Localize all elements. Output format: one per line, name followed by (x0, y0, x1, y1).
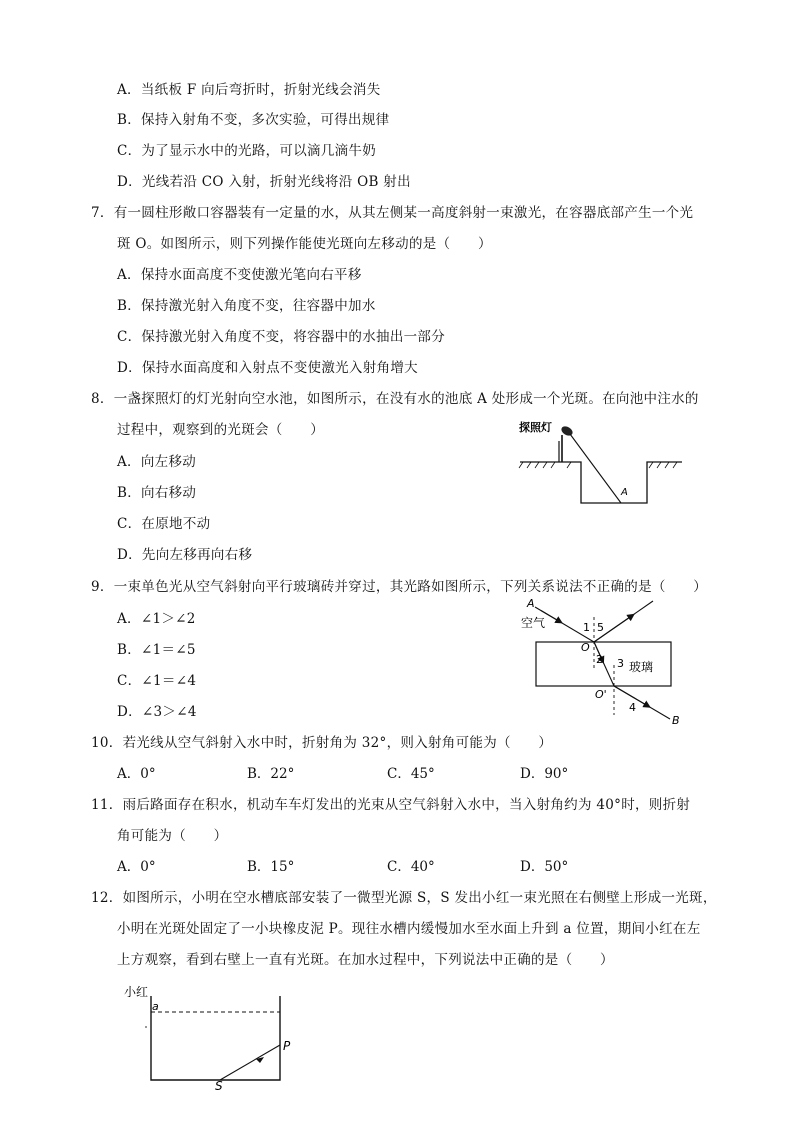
ground-hatching (519, 462, 677, 468)
q7-option-c: C．保持激光射入角度不变，将容器中的水抽出一部分 (117, 329, 446, 345)
q7-option-a: A．保持水面高度不变使激光笔向右平移 (117, 267, 362, 283)
q8-option-a: A．向左移动 (117, 454, 197, 470)
q12-stem-line1: 12．如图所示，小明在空水槽底部安装了一微型光源 S，S 发出小红一束光照在右侧壁上形成一光斑， (91, 890, 717, 906)
q7-stem-line1: 7．有一圆柱形敞口容器装有一定量的水，从其左侧某一高度斜射一束激光，在容器底部产生一个光 (91, 205, 694, 221)
q10-option-d: D．90° (520, 766, 569, 782)
q9-option-d: D．∠3＞∠4 (117, 704, 197, 720)
q10-option-c: C．45° (387, 766, 435, 782)
point-o-prime-label: O' (595, 688, 607, 701)
q9-option-b: B．∠1＝∠5 (117, 642, 196, 658)
q7-stem-line2: 斑 O。如图所示，则下列操作能使光斑向左移动的是（ ） (117, 236, 492, 252)
angle-3-label: 3 (617, 657, 624, 670)
angle-2-label: 2 (596, 653, 603, 666)
searchlight-pool-figure (515, 415, 690, 515)
q11-option-d: D．50° (520, 859, 569, 875)
point-a-label: A (621, 487, 628, 498)
q11-stem-line1: 11．雨后路面存在积水，机动车车灯发出的光束从空气斜射入水中，当入射角约为 40°时，则折射 (91, 797, 691, 813)
q12-stem-line2: 小明在光斑处固定了一小块橡皮泥 P。现往水槽内缓慢加水至水面上升到 a 位置，期间小红在左 (117, 921, 701, 937)
glass-label: 玻璃 (629, 660, 654, 674)
tank-outline (151, 996, 280, 1080)
q10-option-a: A．0° (117, 766, 156, 782)
angle-4-label: 4 (629, 701, 636, 714)
q8-stem-line1: 8．一盏探照灯的灯光射向空水池，如图所示，在没有水的池底 A 处形成一个光斑。在向池中注水的 (91, 391, 699, 407)
label-a: A (527, 597, 535, 610)
q10-stem: 10．若光线从空气斜射入水中时，折射角为 32°，则入射角可能为（ ） (91, 735, 553, 751)
pool-outline (520, 462, 682, 503)
angle-5-label: 5 (597, 621, 604, 634)
light-ray (570, 434, 621, 503)
q11-stem-line2: 角可能为（ ） (117, 828, 228, 844)
q8-option-c: C．在原地不动 (117, 516, 211, 532)
searchlight-label: 探照灯 (519, 421, 552, 434)
air-label: 空气 (521, 616, 546, 630)
q9-stem: 9．一束单色光从空气斜射向平行玻璃砖并穿过，其光路如图所示，下列关系说法不正确的是（ ） (91, 579, 708, 595)
q7-option-b: B．保持激光射入角度不变，往容器中加水 (117, 298, 376, 314)
q12-stem-line3: 上方观察，看到右壁上一直有光斑。在加水过程中，下列说法中正确的是（ ） (117, 952, 614, 968)
q6-option-b: B．保持入射角不变，多次实验，可得出规律 (117, 112, 390, 128)
q8-stem-line2: 过程中，观察到的光斑会（ ） (117, 422, 324, 438)
q8-option-b: B．向右移动 (117, 485, 197, 501)
q7-option-d: D．保持水面高度和入射点不变使激光入射角增大 (117, 360, 418, 376)
light-ray-s-to-p (220, 1045, 280, 1080)
searchlight-icon (559, 425, 574, 462)
water-tank-figure (120, 982, 305, 1090)
q9-option-a: A．∠1＞∠2 (117, 611, 196, 627)
glass-brick-figure (515, 595, 695, 730)
q8-option-d: D．先向左移再向右移 (117, 547, 253, 563)
q11-option-b: B．15° (247, 859, 295, 875)
q10-option-b: B．22° (247, 766, 295, 782)
observer-label: 小红 (124, 985, 149, 999)
source-s-label: S (215, 1079, 223, 1090)
point-o-label: O (581, 641, 590, 654)
q6-option-a: A．当纸板 F 向后弯折时，折射光线会消失 (117, 82, 381, 98)
label-b: B (672, 714, 680, 727)
q11-option-a: A．0° (117, 859, 156, 875)
point-p-label: P (283, 1039, 291, 1053)
q6-option-d: D．光线若沿 CO 入射，折射光线将沿 OB 射出 (117, 174, 411, 190)
level-a-label: a (152, 1000, 159, 1013)
q11-option-c: C．40° (387, 859, 435, 875)
q9-option-c: C．∠1＝∠4 (117, 673, 197, 689)
angle-1-label: 1 (583, 621, 590, 634)
q6-option-c: C．为了显示水中的光路，可以滴几滴牛奶 (117, 143, 377, 159)
